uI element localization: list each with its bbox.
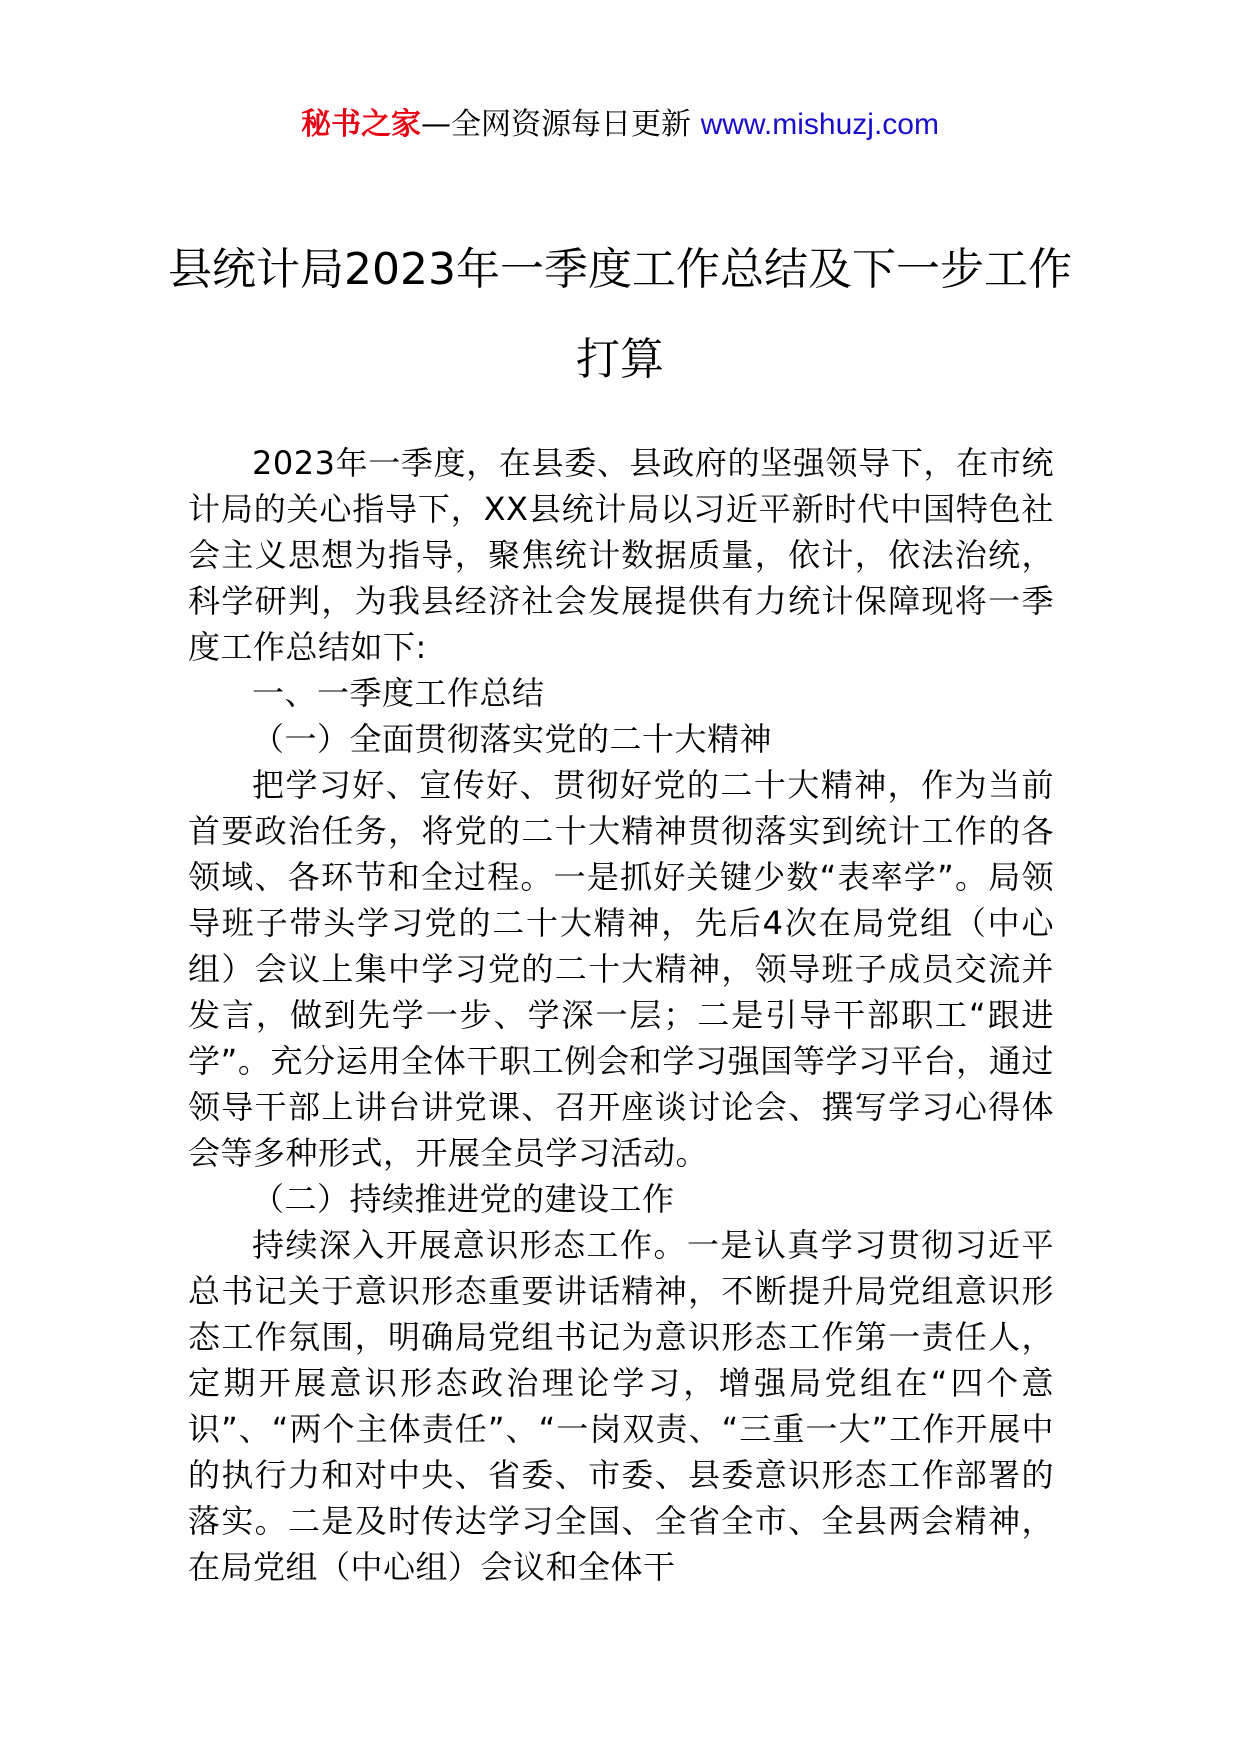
header-slogan: —全网资源每日更新 <box>421 107 692 142</box>
subsection-heading-1: （一）全面贯彻落实党的二十大精神 <box>252 720 773 758</box>
site-url[interactable]: www.mishuzj.com <box>700 108 939 141</box>
intro-paragraph: 2023年一季度，在县委、县政府的坚强领导下，在市统计局的关心指导下，XX县统计局以习近平新时代中国特色社会主义思想为指导，聚焦统计数据质量，依计，依法治统，科学研判，为我县经济社会发展提供有力统计保障现将一季度工作总结如下: <box>188 444 1054 666</box>
section-heading-1: 一、一季度工作总结 <box>252 674 545 712</box>
site-header <box>0 100 1240 150</box>
subsection-body-2: 持续深入开展意识形态工作。一是认真学习贯彻习近平总书记关于意识形态重要讲话精神，不断提升局党组意识形态工作氛围，明确局党组书记为意识形态工作第一责任人，定期开展意识形态政治理论学习，增强局党组在“四个意识”、“两个主体责任”、“一岗双责、“三重一大”工作开展中的执行力和对中央、省委、市委、县委意识形态工作部署的落实。二是及时传达学习全国、全省全市、全县两会精神，在局党组（中心组）会议和全体干 <box>188 1226 1054 1586</box>
brand-name: 秘书之家 <box>301 107 422 142</box>
document-body <box>188 440 1054 1590</box>
subsection-heading-2: （二）持续推进党的建设工作 <box>252 1180 675 1218</box>
subsection-body-1: 把学习好、宣传好、贯彻好党的二十大精神，作为当前首要政治任务，将党的二十大精神贯彻落实到统计工作的各领域、各环节和全过程。一是抓好关键少数“表率学”。局领导班子带头学习党的二十大精神，先后4次在局党组（中心组）会议上集中学习党的二十大精神，领导班子成员交流并发言，做到先学一步、学深一层；二是引导干部职工“跟进学”。充分运用全体干职工例会和学习强国等学习平台，通过领导干部上讲台讲党课、召开座谈讨论会、撰写学习心得体会等多种形式，开展全员学习活动。 <box>188 766 1054 1172</box>
document-title: 县统计局2023年一季度工作总结及下一步工作打算 <box>168 244 1072 385</box>
